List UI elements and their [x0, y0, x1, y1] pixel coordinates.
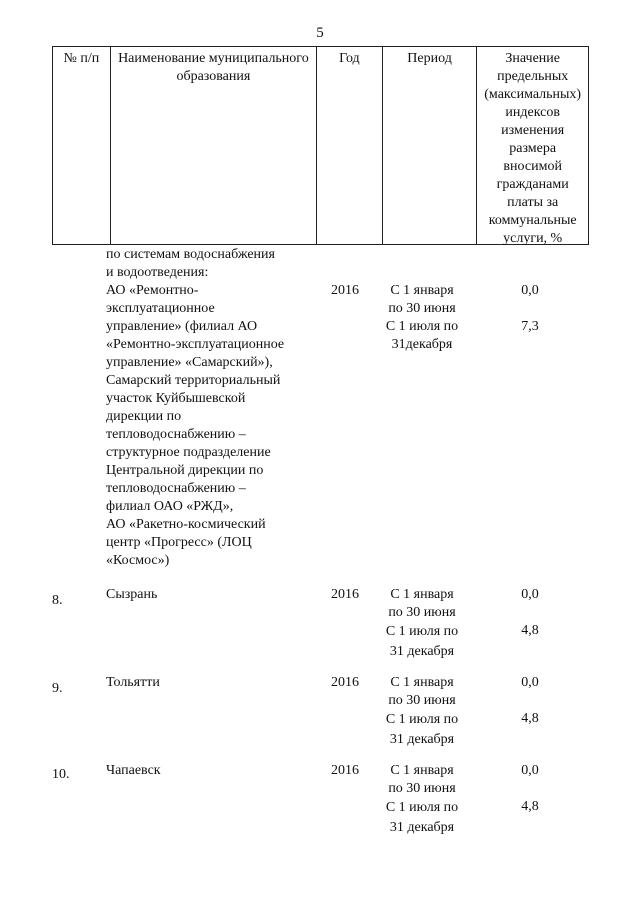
row-name: Сызрань: [106, 587, 158, 602]
continuation-year: 2016: [331, 283, 359, 298]
row-number: 9.: [52, 681, 63, 696]
row-value-1: 0,0: [521, 763, 539, 778]
row-period-1: С 1 января по 30 июня: [388, 675, 456, 708]
header-col-value: Значение предельных (максимальных) индексов изменения размера вносимой гражданами платы за коммунальные услуги, %: [484, 51, 582, 246]
header-col-name: Наименование муниципального образования: [111, 47, 317, 244]
row-year: 2016: [331, 675, 359, 690]
continuation-value-1: 0,0: [521, 283, 539, 298]
continuation-value-2: 7,3: [521, 319, 539, 334]
row-name: Тольятти: [106, 675, 160, 690]
row-period-1: С 1 января по 30 июня: [388, 587, 456, 620]
continuation-period-1: С 1 января по 30 июня: [388, 283, 456, 316]
row-name: Чапаевск: [106, 763, 161, 778]
row-period-2: С 1 июля по 31 декабря: [385, 624, 459, 659]
header-col-period: Период: [383, 47, 478, 244]
header-col-number: № п/п: [53, 47, 111, 244]
row-period-2: С 1 июля по 31 декабря: [385, 800, 459, 835]
table-header: [52, 46, 589, 245]
row-year: 2016: [331, 763, 359, 778]
row-value-1: 0,0: [521, 675, 539, 690]
row-value-2: 4,8: [521, 711, 539, 726]
header-col-year: Год: [317, 47, 383, 244]
row-period-2: С 1 июля по 31 декабря: [385, 712, 459, 747]
row-number: 10.: [52, 767, 70, 782]
continuation-period-2: С 1 июля по 31декабря: [385, 319, 459, 352]
continuation-name: по системам водоснабжения и водоотведения: АО «Ремонтно- эксплуатационное управление» (филиал АО «Ремонтно-эксплуатационное управление» «Самарский»), Самарский территориальный участок Куйбышевской дирекции по тепловодоснабжению – структурное подразделение Центральной дирекции по тепловодоснабжению – филиал ОАО «РЖД», АО «Ракетно-космический центр «Прогресс» (ЛОЦ «Космос»): [106, 247, 285, 568]
page-number: 5: [316, 25, 324, 41]
row-number: 8.: [52, 593, 63, 608]
row-value-2: 4,8: [521, 799, 539, 814]
row-year: 2016: [331, 587, 359, 602]
row-value-2: 4,8: [521, 623, 539, 638]
row-value-1: 0,0: [521, 587, 539, 602]
row-period-1: С 1 января по 30 июня: [388, 763, 456, 796]
